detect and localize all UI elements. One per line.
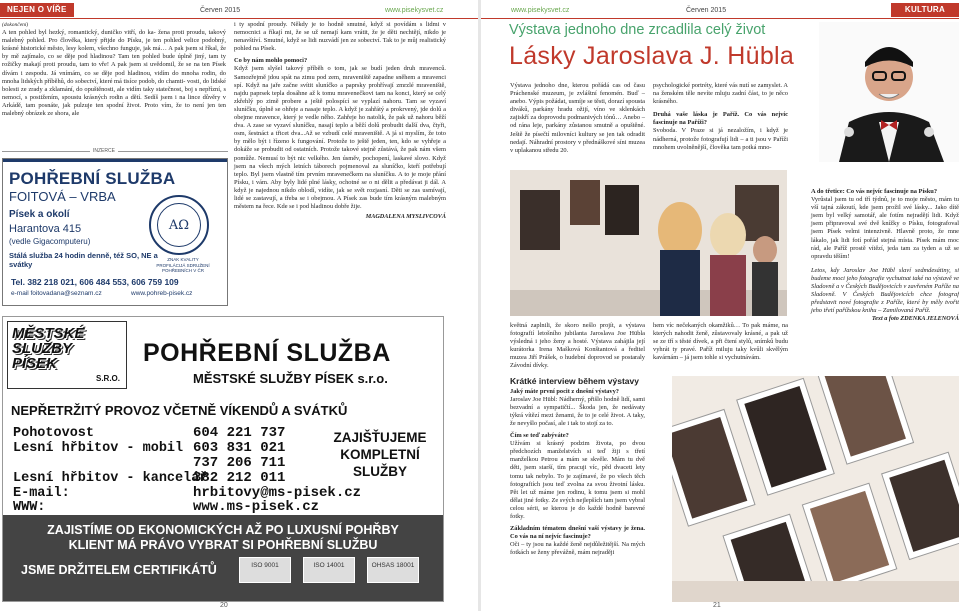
ad-subtitle: FOITOVÁ – VRBA <box>9 189 116 204</box>
contact-web[interactable]: www.ms-pisek.cz <box>193 499 320 515</box>
exhibition-image <box>510 170 787 316</box>
ad2-nonstop-bar <box>3 401 443 421</box>
left-column-1 <box>2 21 226 118</box>
header-rule <box>481 18 959 19</box>
mestske-sluzby-logo <box>7 321 127 389</box>
ad-title: POHŘEBNÍ SLUŽBA <box>9 169 176 188</box>
contact-value[interactable]: 604 221 737 <box>193 425 286 441</box>
website-link[interactable]: www.pisekysvet.cz <box>511 7 570 14</box>
interview-question-2: Čím se teď zabýváte? <box>510 432 569 440</box>
caption-answer: Vyrůstal jsem tu od tří týdnů, je to moje město, mám tu vší tajná zákoutí, kde jsem prožil své lásky... Jako dítě jsem byl velký samotář, ale fotím nejradějí lidi. Když jsem připravoval své dvě knížky o Písku, fotografoval jsem Písek velmi intenzivně. Hlavně proto, že mne lákalo, jak lidi fotí pořád stejná místa. Písek mám moc rád, ale Paříž prostě vítězí, jeda tam za tyden a už se opravdu těším! <box>811 196 959 260</box>
bio-text: Letos, kdy Jaroslav Joe Hübl slaví sedmdesátiny, si budeme moci jeho fotografie vychutnat také na výstavě ve Sladovně a v Českých Budějovicích v zavřeném Paříže na Sladovně. V Českých Budějovicích chce fotograf představit nové fotografie z Paříže, které by měly tvořit jeho třetí pařížskou knihu – Zamilovaná Paříž. <box>811 266 959 315</box>
contact-value[interactable]: 603 831 021 <box>193 440 286 456</box>
answer-paris: Svoboda. V Praze si já nezaložím, i když je nádherná, protože fotografují lidi – a ti jsou v Paříži mnohem uvolněnější, člověka tam potká mno- <box>653 127 788 151</box>
page-number: 21 <box>713 602 721 609</box>
caption-question: A do třetice: Co vás nejvíc fascinuje na Písku? <box>811 188 938 195</box>
contact-email[interactable]: hrbitovy@ms-pisek.cz <box>193 485 362 501</box>
gallery-photo <box>672 376 959 602</box>
left-page <box>0 0 478 611</box>
caption-block <box>811 188 959 324</box>
col-b: hem víc nečekaných okamžiků… To pak máme, na kterých nahodit ženě, zůstavovaly krásné, a pak už se ze tří s těsté dívek, a při čtení stylů, snímků budu vyhrát ty pravé. Paříž miluju taky kvůli skvělým kavárnám – já jsem tohle si vychutnávám. <box>653 322 788 362</box>
article-title: Lásky Jaroslava J. Hübla <box>509 42 795 70</box>
ad2-nonstop: NEPŘETRŽITÝ PROVOZ VČETNĚ VÍKENDŮ A SVÁTKŮ <box>11 403 348 418</box>
section-tag: KULTURA <box>891 3 959 17</box>
ad-service: Stálá služba 24 hodin denně, též SO, NE a svátky <box>9 251 158 269</box>
intro-col2 <box>653 82 788 152</box>
cert-label: JSME DRŽITELEM CERTIFIKÁTŮ <box>21 563 217 577</box>
section-tag: NEJEN O VÍŘE <box>0 3 74 17</box>
ad2-title: POHŘEBNÍ SLUŽBA <box>143 339 391 367</box>
col-a-text: květná zaplnili, že skoro nešlo projít, a výstava fotografií letošního jubilanta Jaroslava Joe Hübla výsledná i jeho ženy a hosté. Výstava zahájila její kurátorka Irena Mašková Konštantová a ředitel muzea Jiří Prášek, o hudební doprovod se postaraly Závodní dívky. <box>510 322 645 370</box>
article-text-col1: A ten pohled byl hezký, romantický, duničko vitří, do ka- žena proti proudu, takový malebný pohled. Pro člověka, který přijde do Písku, je ten pohled velice podobný, krásné historické město, lesy kolem, všechno funguje, jak má… A pak jsem si říkal, že by mě zajímalo, co se děje pod hladinou? Tam ten pohled bude úplně jiný, tam ty rožičky makají proti proudu, tam to vře! A pak jsem si uvědomil, že se na ten Písek dívám i zespodu. Já vnímám, co se děje pod hladinou, vidím do mnoha rodin, do mnoha lidských příběhů, do sobectví, které má tisíce podob, do chamti- vosti, do lidské bolesti ze zrady a zklamání, do opuštěnosti, ale vidím taky statečnost, boj s nepřízní, s nemocí, s postižením, spoustu krásných rodin a dětí. Sedíš jsem i na lince důvěry v Arkádě, tam posnáte, jak pulzuje ten spodní život. Proto vím, že to není jen ten malebný obrázek ze shora, ale <box>2 29 226 118</box>
ad-top-bar <box>3 159 227 162</box>
col-a <box>510 322 645 557</box>
funeral-ad-mestske-sluzby[interactable] <box>2 316 444 602</box>
website-link[interactable]: www.pisekysvet.cz <box>385 7 444 14</box>
ad2-company: MĚSTSKÉ SLUŽBY PÍSEK s.r.o. <box>193 371 388 386</box>
guarantee-text: ZAJIŠŤUJEME KOMPLETNÍ SLUŽBY <box>333 430 427 479</box>
issue-date: Červen 2015 <box>686 7 727 14</box>
interview-heading: Krátké interview během výstavy <box>510 375 639 386</box>
intro-col2-text: psychologické portréty, které vás nutí se zamyslet. A na ženském těle nevíte mluju zadní část, to je něco krásného. <box>653 82 788 106</box>
quality-seal-icon <box>149 195 209 255</box>
interview-question-1: Jaký máte první pocit z dnešní výstavy? <box>510 387 619 395</box>
funeral-ad-foitova[interactable] <box>2 158 228 306</box>
interview-answer-1: Jaroslav Joe Hübl: Nádherný, přišlo hodně lidí, sami bezvadní a sympatičtí... Škoda jen, že nedávaty týkrá vítězí mezi ženami, že to je celé život. A taky, že nevyšlo počasí, ale i tak to stojí za to. <box>510 395 645 427</box>
left-column-2 <box>234 21 446 221</box>
contact-label: Lesní hřbitov - mobil <box>13 441 184 456</box>
contact-label: E-mail: <box>13 486 70 501</box>
ad-web[interactable]: www.pohreb-pisek.cz <box>131 290 193 297</box>
author-signature: MAGDALENA MYSLIVCOVÁ <box>365 213 446 221</box>
inzerce-label: INZERCE <box>90 148 118 154</box>
intro-col1: Výstava jednoho dne, kterou pořádá cas od času Práchenské muzeum, je zvláštní fenomén. Buď – anebo. Výpis požádat, usmíje se těsti, dorazí spousta diváků, parkány hradu ožijí, víno ve sklenkách zajiskří za doprovodu podmanivých tónů… Anebo – od rána leje, parkány zůstanou smutně a opuštěné. Ještě že písečtí milovníci kultury se jen tak odradit nedají. Náhradní prostory v přednáškové síni muzea v uplakanou středu 20. <box>510 82 645 154</box>
question-paris: Druhá vaše láska je Paříž. Co vás nejvíc fascinuje na Paříži? <box>653 111 788 127</box>
article-subtitle: Výstava jednoho dne zrcadlila celý život <box>509 22 766 38</box>
logo-text: MĚSTSKÉ SLUŽBY PÍSEK <box>12 325 85 372</box>
ad-note: (vedle Gigacomputeru) <box>9 237 91 246</box>
ad-phone: Tel. 382 218 021, 606 484 553, 606 759 109 <box>11 277 179 287</box>
exhibition-photo <box>510 170 787 316</box>
contact-label: Lesní hřbitov - kancelář <box>13 471 208 486</box>
issue-date: Červen 2015 <box>200 7 241 14</box>
cert-badge-icon: OHSAS 18001 <box>367 557 419 583</box>
cert-badge-icon: ISO 14001 <box>303 557 355 583</box>
interview-question-3: Základním tématem dnešní vaší výstavy je žena. Co vás na ní nejvíc fascinuje? <box>510 525 645 541</box>
portrait-image <box>819 22 959 162</box>
contact-label: Pohotovost <box>13 426 95 441</box>
gallery-image <box>672 376 959 602</box>
seal-text: ZNAK KVALITY PROFILÁCIJÁ SDRUŽENÍ POHŘEBNÍCH V ČR <box>156 257 210 273</box>
ad-street: Harantova 415 <box>9 223 82 235</box>
article-text-col2: i ty spodní proudy. Někdy je to hodně smutné, když si povídám s lidmi v nemocnici a říkají mi, že se už nemají kam vrátit, že je děti nechtějí, nikdo je nenavštíví. Smutné, když se lidi nuzvádí jen ze sobectví. Tak to je můj realistický pohled na Písek. <box>234 21 446 53</box>
article-text-col2b: Když jsem slyšel takový příběh o tom, jak se budí jeden druh mravenců. Samozřejmě jdou spát na zimu pod zem, mraveniště zapadne sněhem a mravenci spí. Když na jaře začne svítit sluníčko a paprsky prohřívají zmrzlé mraveniště, najdu paprsek tepla dosáhne až k tomu mravenečkovi tam na konci, který se celý zkřehlý po zimě probere a ještě polospící se vyplazí nahoru. Tam se vyzaví sluníčku, úplně se ohřeje a nasaje teplo. A když je zahřátý a prokrvený, jde dolů a obejme mravence, který je vedle něho. Zahřeje ho natolik, že pak už nahoru běží dva. A zase se vyzaví sluníčku, nasají teplo a běží dolů probudit další dva, čtyři, osm, šestnáct a třicet dva...Až se vzbudí celé mraveniště. A já si myslím, že toto by mělo být i řízeno k fungování. Protože to ještě jeden, ten, kdo se vyhřeje a dokáže se probudit od ostatních. Protože takové stejně zůstává, že pak nám všem pomůže. Nemusí to být nic velkého. Jen úsměv, pochopení, laskavé slovo. Když jsem na všech mých letních táborech pojmenoval za sluníčko, kteří potřebují teplo. Byl jsem vlastně tím prvním mravenečkem na sluníčku. A to je moje přání Písku, i vám. Aby byly lidé plné lásky, ochotné se o ni dělit a předávat ji dál. A když je najednou nikdo oblodí, vidíte, jak se svět rozjasní. Děti se zas usmívají, lidé se zastavují, a třeba se i obejmou. A Písek zas bude tím krásným malebným městem na řece. Kde se i pod hladinou dobře žije. <box>234 65 446 211</box>
right-page <box>481 0 959 611</box>
col2-heading: Co by nám mohlo pomoci? <box>234 57 308 65</box>
seal-letters: ΑΩ <box>157 203 201 247</box>
continued-label: (dokončení) <box>2 22 29 28</box>
interview-answer-2: Užívám si krásný podzim života, po dvou předchozích manželstvích si teď žiji s třetí manželkou Petrou a mám se skvěle. Mám tu dvě děti, jsem starší, tím pracuji víc, pěd dvaceti lety tomu tak nebylo. To je zajímavé, že po všech těch fotografiích jsou teď zvolna za svou životní lásku. Pět let už máme jen rodinu, k tomu jsem si mohl dělat jiné fotky. Ze svých nejlepších tam jsem vybral celou sérii, se kterou je do každé hodně barevné fotky. <box>510 440 645 520</box>
ad2-banner-text: ZAJISTÍME OD EKONOMICKÝCH AŽ PO LUXUSNÍ POHŘBY KLIENT MÁ PRÁVO VYBRAT SI POHŘEBNÍ SLUŽBU <box>47 523 399 552</box>
contact-value[interactable]: 737 206 711 <box>193 455 286 471</box>
ad-email[interactable]: e-mail foitovadana@seznam.cz <box>11 290 102 297</box>
author-credit: Text a foto ZDENKA JELENOVÁ <box>871 315 959 323</box>
header-rule <box>0 18 478 19</box>
contact-value[interactable]: 382 212 011 <box>193 470 286 486</box>
portrait-photo <box>819 22 959 162</box>
contact-label: WWW: <box>13 500 46 515</box>
page-number: 20 <box>220 602 228 609</box>
logo-sro: S.R.O. <box>95 374 120 383</box>
ad-city: Písek a okolí <box>9 209 70 220</box>
interview-answer-3: Oči – ty jsou na každé ženě nejdůležitější. Na mých fotkách se ženy převážně, mám nejraději <box>510 541 645 557</box>
cert-badge-icon: ISO 9001 <box>239 557 291 583</box>
